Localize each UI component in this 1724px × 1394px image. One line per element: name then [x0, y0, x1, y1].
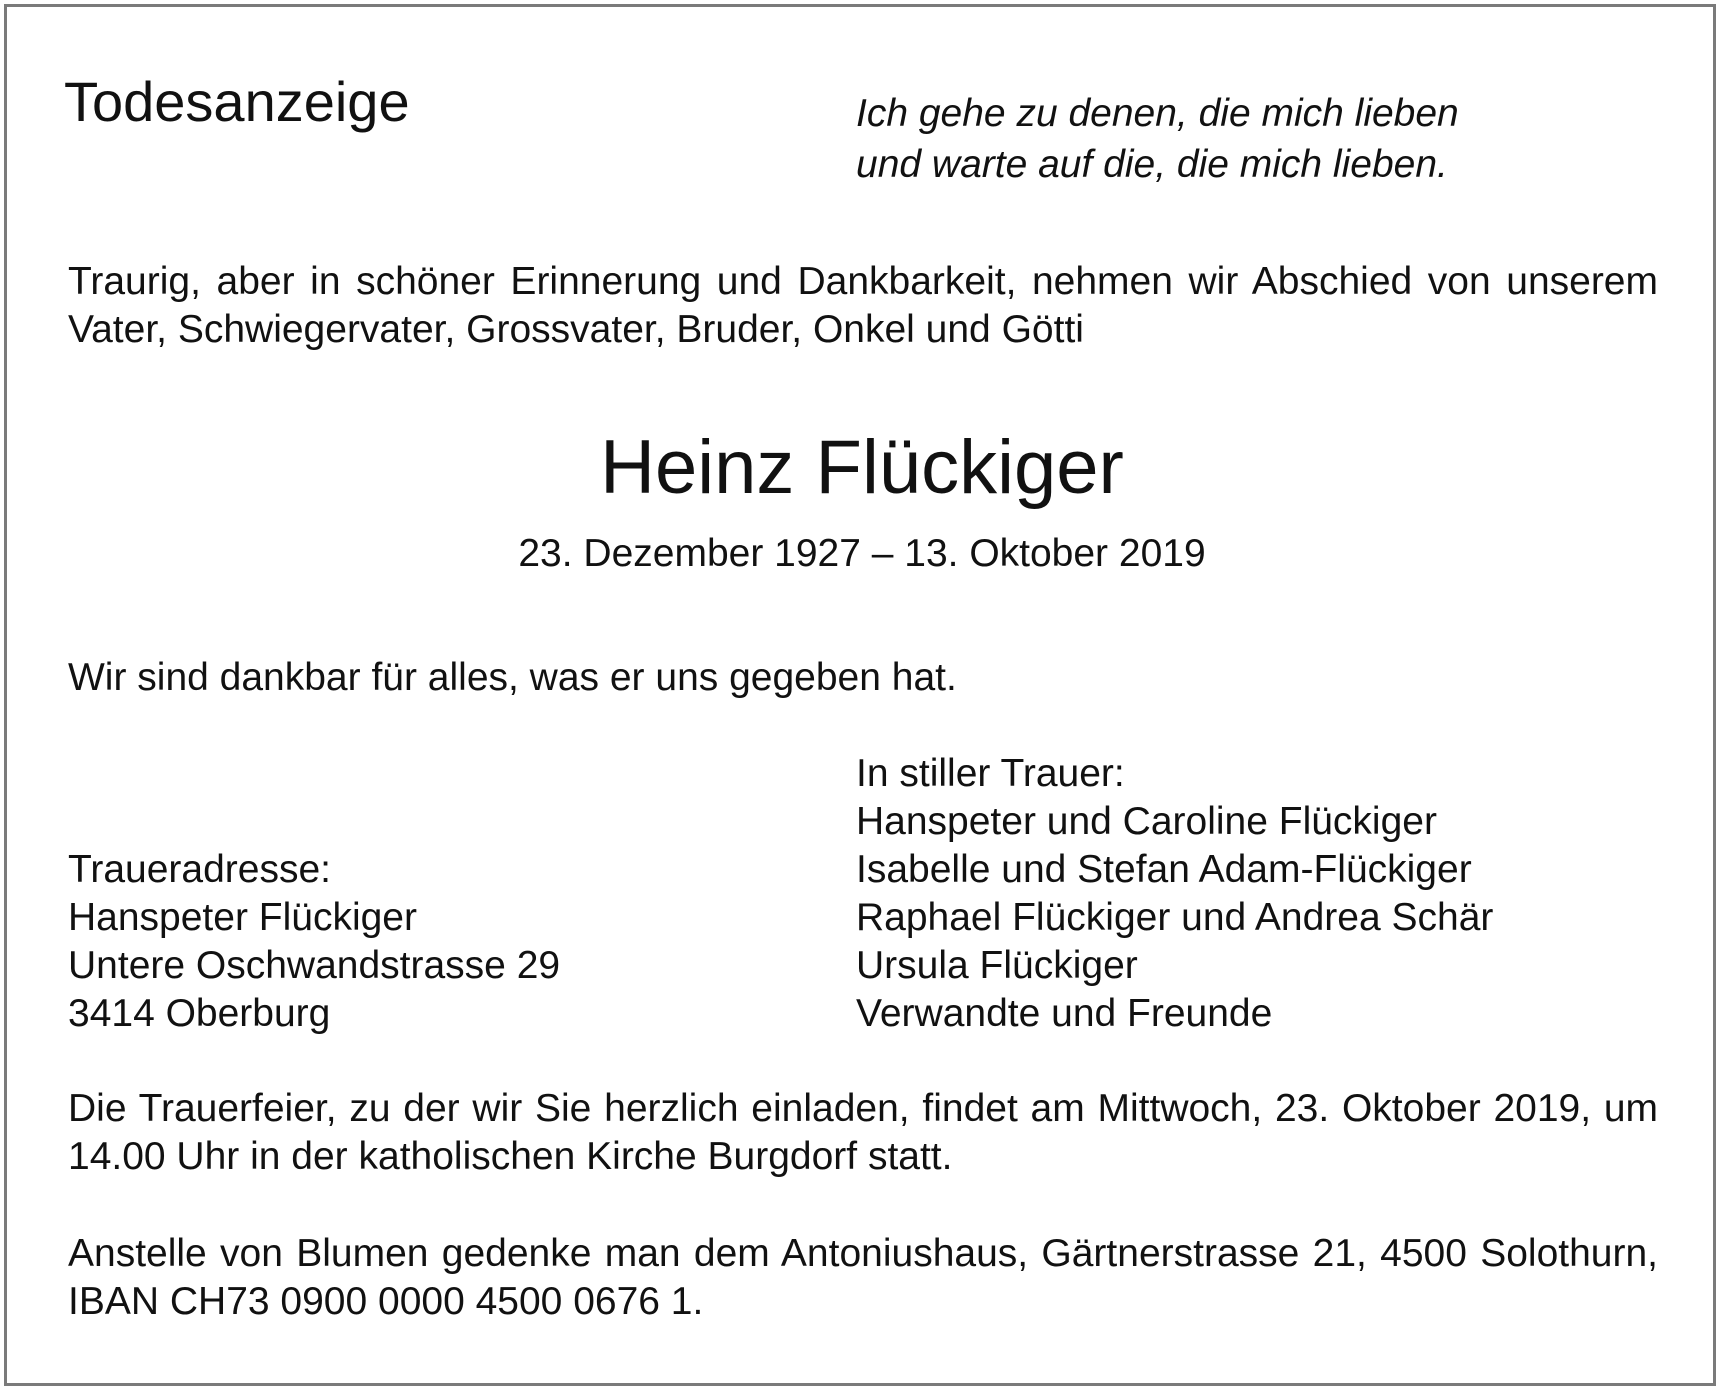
life-dates: 23. Dezember 1927 – 13. Oktober 2019 — [518, 532, 1206, 575]
ceremony-line-2: 14.00 Uhr in der katholischen Kirche Burgdorf statt. — [68, 1135, 953, 1178]
donation-line-2: IBAN CH73 0900 0000 4500 0676 1. — [68, 1280, 704, 1323]
motto-line-1: Ich gehe zu denen, die mich lieben — [856, 92, 1459, 135]
mourning-address — [68, 846, 560, 1038]
address-heading: Traueradresse: — [68, 848, 332, 891]
intro-line-1: Traurig, aber in schöner Erinnerung und Dankbarkeit, nehmen wir Abschied von unserem — [68, 260, 1658, 303]
mourners-list — [856, 750, 1493, 1038]
deceased-name: Heinz Flückiger — [600, 425, 1124, 510]
notice-heading: Todesanzeige — [64, 70, 410, 133]
intro-paragraph — [68, 258, 1658, 354]
thanks-line: Wir sind dankbar für alles, was er uns gegeben hat. — [68, 656, 957, 699]
donation-line-1: Anstelle von Blumen gedenke man dem Antoniushaus, Gärtnerstrasse 21, 4500 Solothurn, — [68, 1232, 1658, 1275]
address-city: 3414 Oberburg — [68, 992, 331, 1035]
address-name: Hanspeter Flückiger — [68, 896, 417, 939]
ceremony-line-1: Die Trauerfeier, zu der wir Sie herzlich einladen, findet am Mittwoch, 23. Oktober 2019, um — [68, 1087, 1658, 1130]
mourner-name: Ursula Flückiger — [856, 944, 1138, 987]
mourner-name: Hanspeter und Caroline Flückiger — [856, 800, 1437, 843]
mourner-name: Isabelle und Stefan Adam-Flückiger — [856, 848, 1472, 891]
mourners-heading: In stiller Trauer: — [856, 752, 1125, 795]
donation-paragraph — [68, 1230, 1658, 1326]
mourner-name: Raphael Flückiger und Andrea Schär — [856, 896, 1494, 939]
intro-line-2: Vater, Schwiegervater, Grossvater, Bruder, Onkel und Götti — [68, 308, 1084, 351]
mourner-name: Verwandte und Freunde — [856, 992, 1273, 1035]
motto-line-2: und warte auf die, die mich lieben. — [856, 143, 1448, 186]
address-street: Untere Oschwandstrasse 29 — [68, 944, 561, 987]
ceremony-paragraph — [68, 1085, 1658, 1181]
motto-quote — [856, 88, 1459, 190]
